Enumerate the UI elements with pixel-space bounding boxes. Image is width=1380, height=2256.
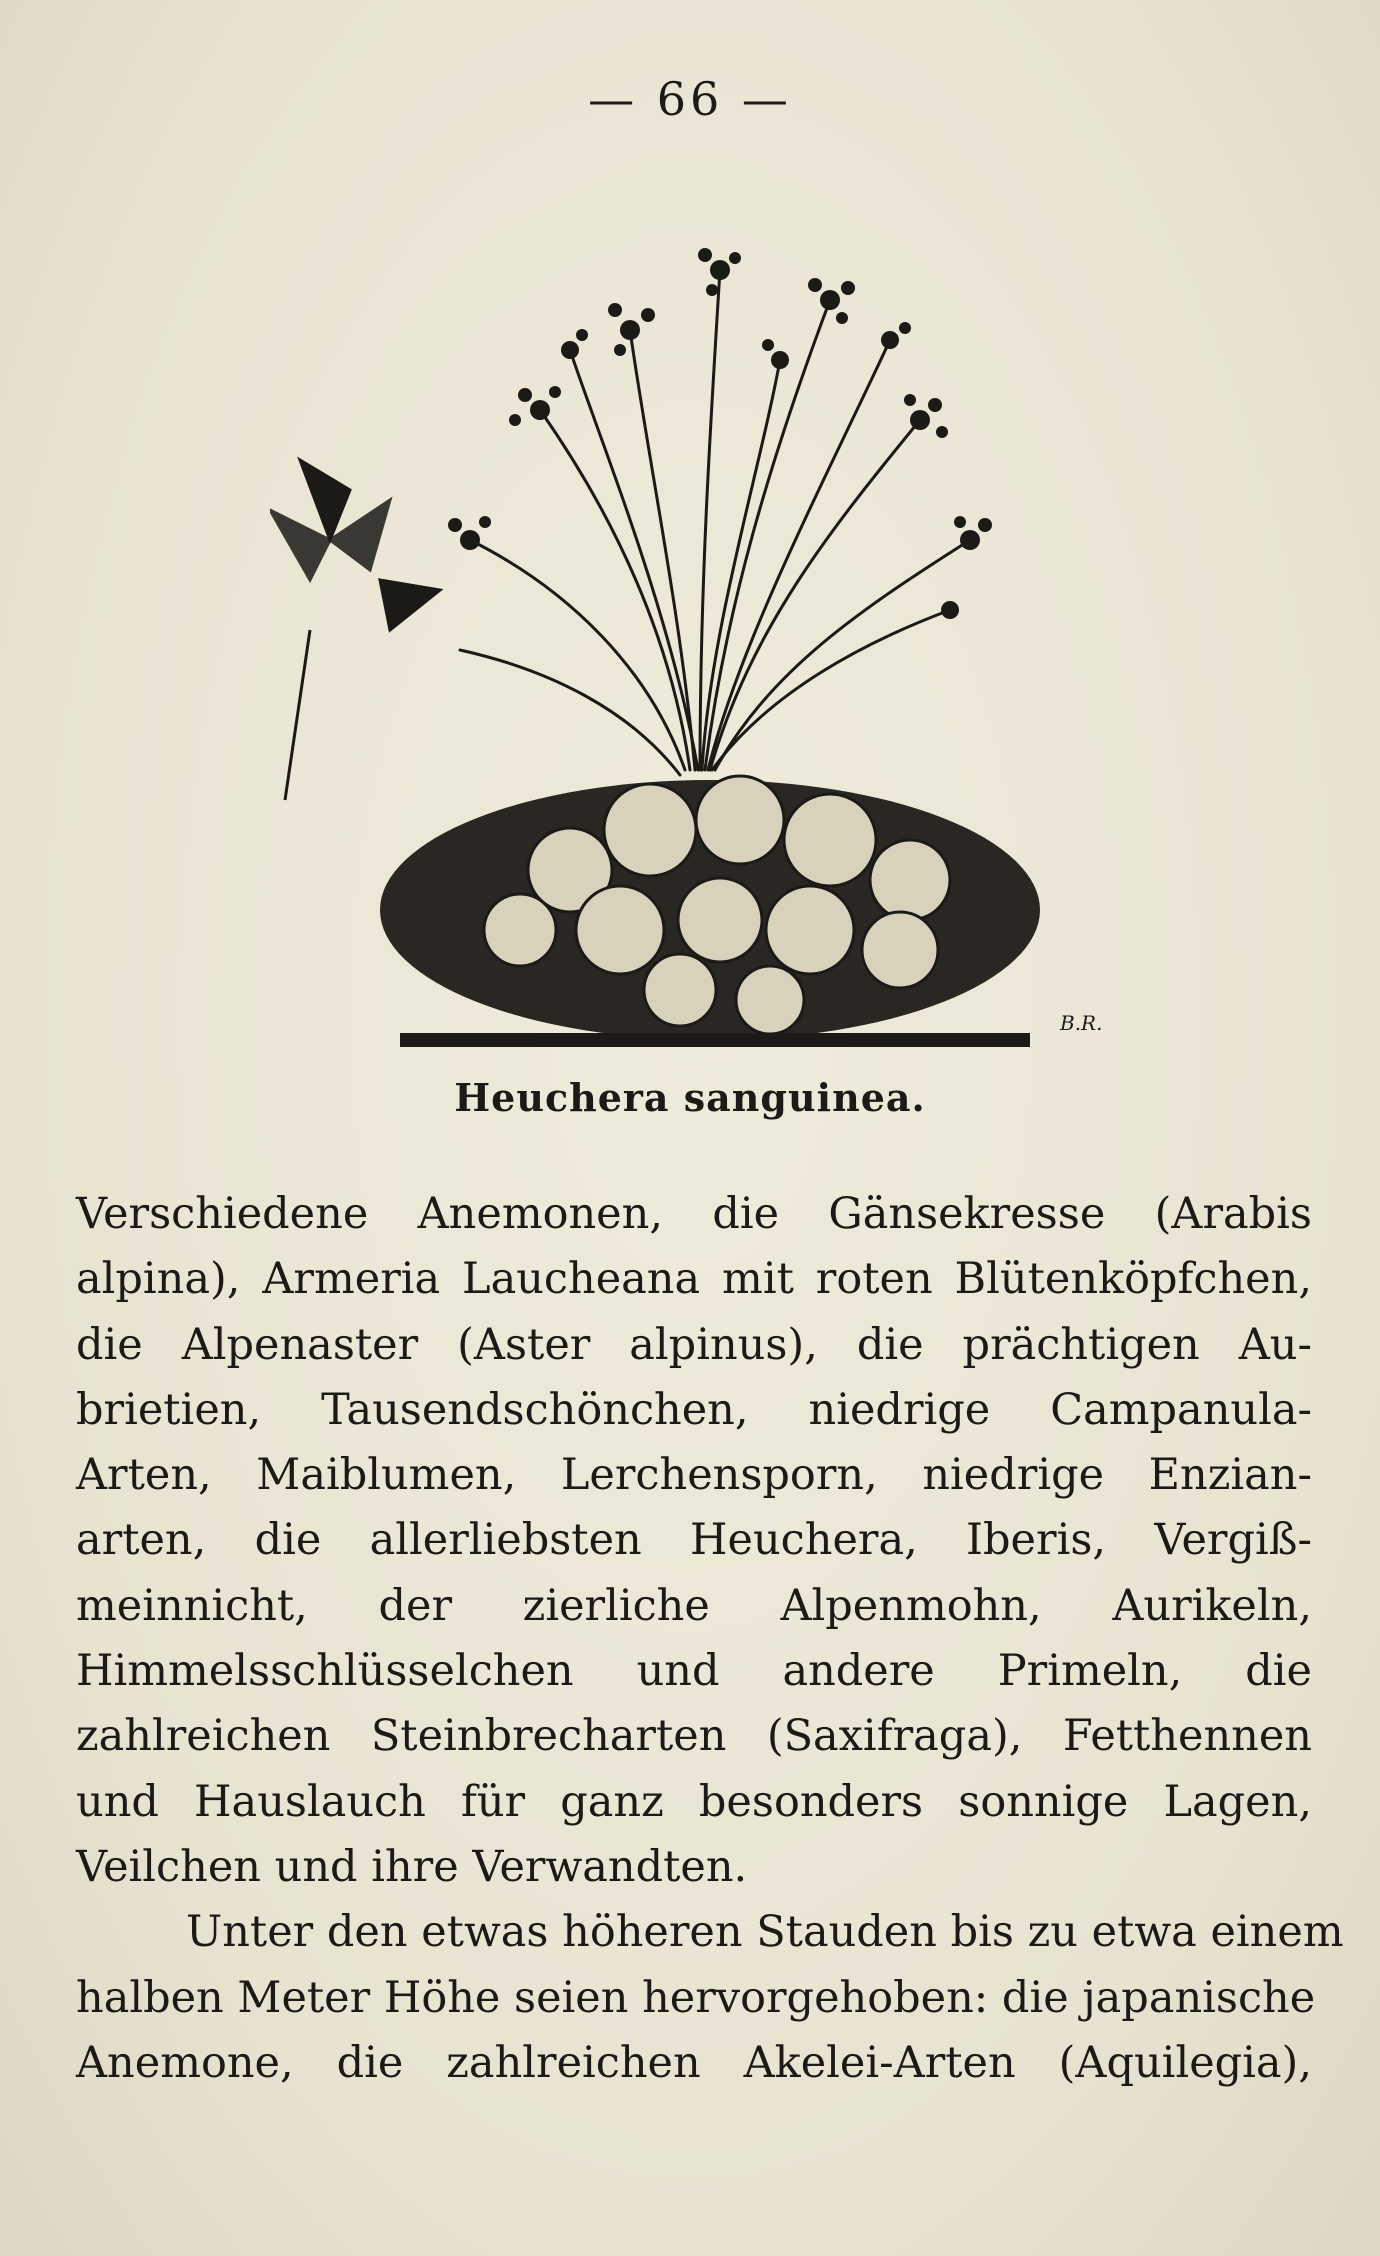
text-line: zahlreichen Steinbrecharten (Saxifraga), Fetthennen [76,1711,1312,1762]
page-number: — 66 — [588,72,792,126]
text-line: meinnicht, der zierliche Alpenmohn, Aurikeln, [76,1580,1312,1631]
text-line: Verschiedene Anemonen, die Gänsekresse (Arabis [76,1189,1312,1239]
text-line: Veilchen und ihre Verwandten. [76,1841,748,1892]
text-line: Anemone, die zahlreichen Akelei-Arten (Aquilegia), [76,2037,1312,2088]
text-line: Unter den etwas höheren Stauden bis zu etwa einem [186,1907,1344,1958]
text-line: alpina), Armeria Laucheana mit roten Blütenköpfchen, [76,1254,1312,1305]
text-line: halben Meter Höhe seien hervorgehoben: die japanische [76,1972,1316,2023]
figure-caption: Heuchera sanguinea. [454,1075,926,1120]
text-line: die Alpenaster (Aster alpinus), die prächtigen Au- [76,1319,1312,1370]
body-text [76,1182,1344,2096]
text-line: und Hauslauch für ganz besonders sonnige Lagen, [76,1776,1312,1827]
text-line: Himmelsschlüsselchen und andere Primeln, die [76,1646,1312,1697]
illustration-signature: B.R. [1060,1011,1103,1035]
text-line: arten, die allerliebsten Heuchera, Iberis, Vergiß- [76,1515,1312,1566]
heuchera-illustration [270,210,1130,1070]
text-line: brietien, Tausendschönchen, niedrige Campanula- [76,1384,1312,1435]
text-line: Arten, Maiblumen, Lerchensporn, niedrige Enzian- [76,1450,1312,1501]
